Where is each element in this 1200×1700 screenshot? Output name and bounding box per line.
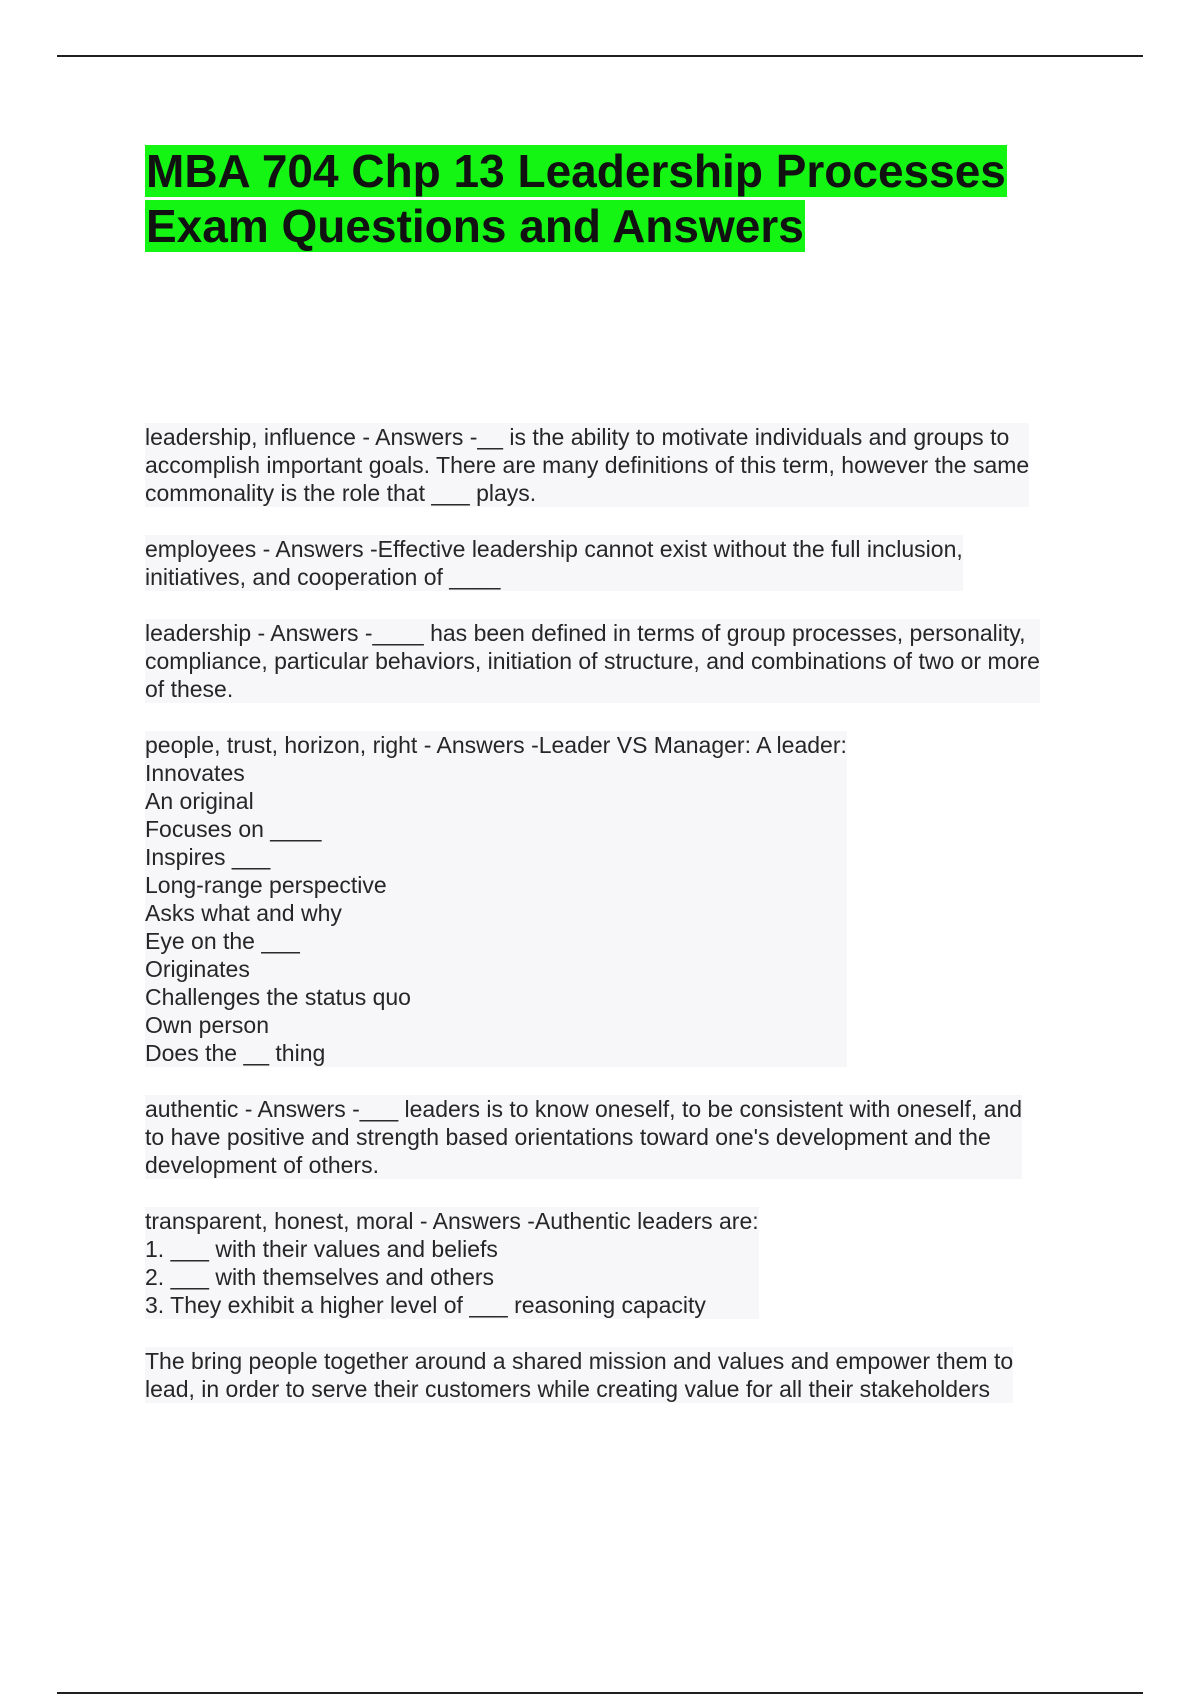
qa-line: leadership - Answers -____ has been defined in terms of group processes, personality,	[145, 620, 1026, 646]
qa-line: compliance, particular behaviors, initiation of structure, and combinations of two or more	[145, 648, 1040, 674]
qa-entry-text	[145, 731, 847, 1067]
qa-line: Originates	[145, 956, 250, 982]
title-line-2: Exam Questions and Answers	[146, 200, 804, 252]
qa-line: employees - Answers -Effective leadership cannot exist without the full inclusion,	[145, 536, 963, 562]
qa-entry-text	[145, 423, 1029, 507]
qa-line: of these.	[145, 676, 234, 702]
qa-line: authentic - Answers -___ leaders is to know oneself, to be consistent with oneself, and	[145, 1096, 1023, 1122]
qa-line: Challenges the status quo	[145, 984, 411, 1010]
qa-line: people, trust, horizon, right - Answers -Leader VS Manager: A leader:	[145, 732, 847, 758]
qa-line: Innovates	[145, 760, 245, 786]
qa-line: Focuses on ____	[145, 816, 322, 842]
qa-list	[145, 423, 1100, 1431]
qa-entry	[145, 1347, 1100, 1403]
qa-entry-text	[145, 535, 963, 591]
qa-line: 2. ___ with themselves and others	[145, 1264, 495, 1290]
qa-line: Long-range perspective	[145, 872, 387, 898]
qa-entry-text	[145, 1207, 759, 1319]
qa-entry	[145, 1095, 1100, 1179]
qa-entry-text	[145, 1347, 1013, 1403]
qa-line: An original	[145, 788, 254, 814]
qa-entry-text	[145, 1095, 1022, 1179]
qa-line: lead, in order to serve their customers while creating value for all their stakeholders	[145, 1376, 991, 1402]
qa-entry	[145, 535, 1100, 591]
title-line-1: MBA 704 Chp 13 Leadership Processes	[146, 145, 1006, 197]
qa-line: to have positive and strength based orientations toward one's development and the	[145, 1124, 991, 1150]
qa-line: 1. ___ with their values and beliefs	[145, 1236, 498, 1262]
qa-entry	[145, 423, 1100, 507]
qa-entry-text	[145, 619, 1040, 703]
qa-entry	[145, 731, 1100, 1067]
qa-line: Eye on the ___	[145, 928, 300, 954]
qa-line: commonality is the role that ___ plays.	[145, 480, 537, 506]
qa-line: accomplish important goals. There are many definitions of this term, however the same	[145, 452, 1030, 478]
qa-line: Asks what and why	[145, 900, 342, 926]
bottom-rule	[57, 1692, 1143, 1694]
qa-entry	[145, 619, 1100, 703]
top-rule	[57, 55, 1143, 57]
qa-line: transparent, honest, moral - Answers -Authentic leaders are:	[145, 1208, 759, 1234]
qa-line: Does the __ thing	[145, 1040, 326, 1066]
qa-line: Inspires ___	[145, 844, 271, 870]
qa-entry	[145, 1207, 1100, 1319]
qa-line: Own person	[145, 1012, 270, 1038]
document-title	[145, 144, 1085, 254]
qa-line: initiatives, and cooperation of ____	[145, 564, 501, 590]
qa-line: development of others.	[145, 1152, 379, 1178]
qa-line: 3. They exhibit a higher level of ___ reasoning capacity	[145, 1292, 706, 1318]
qa-line: The bring people together around a shared mission and values and empower them to	[145, 1348, 1014, 1374]
qa-line: leadership, influence - Answers -__ is the ability to motivate individuals and groups to	[145, 424, 1010, 450]
